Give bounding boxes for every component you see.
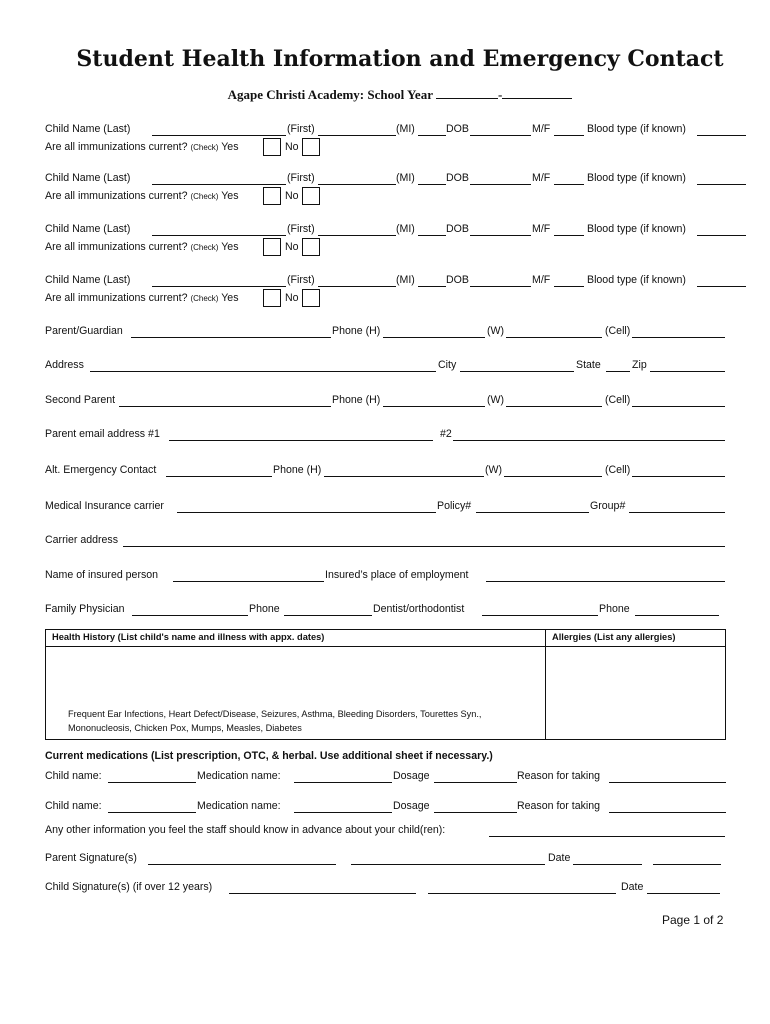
immunization-no-label-1: No — [285, 141, 299, 153]
immunization-line-2 — [45, 190, 239, 202]
child-blood-label-3: Blood type (if known) — [587, 223, 686, 235]
child-blood-field-4[interactable] — [697, 286, 746, 287]
child-name-label-3: Child Name (Last) — [45, 223, 131, 235]
child-last-name-field-4[interactable] — [152, 286, 286, 287]
alt-phone-cell-field[interactable] — [632, 476, 725, 477]
immunization-yes-checkbox-2[interactable] — [263, 187, 281, 205]
insurance-carrier-field[interactable] — [177, 512, 436, 513]
insured-employment-field[interactable] — [486, 581, 725, 582]
group-field[interactable] — [629, 512, 725, 513]
child-signature-field-2[interactable] — [428, 893, 616, 894]
second-phone-work-field[interactable] — [506, 406, 602, 407]
child-signature-label: Child Signature(s) (if over 12 years) — [45, 881, 213, 893]
state-field[interactable] — [606, 371, 630, 372]
child-mi-label-1: (MI) — [396, 123, 415, 135]
med-child-name-label-2: Child name: — [45, 800, 102, 812]
immunization-no-label-2: No — [285, 190, 299, 202]
second-phone-home-label: Phone (H) — [332, 394, 381, 406]
dentist-phone-label: Phone — [599, 603, 630, 615]
immunization-no-label-4: No — [285, 292, 299, 304]
parent-guardian-field[interactable] — [131, 337, 331, 338]
school-year-label: Agape Christi Academy: School Year — [227, 87, 436, 102]
med-name-label-1: Medication name: — [197, 770, 281, 782]
child-blood-label-1: Blood type (if known) — [587, 123, 686, 135]
child-name-label-4: Child Name (Last) — [45, 274, 131, 286]
medications-heading: Current medications (List prescription, OTC, & herbal. Use additional sheet if necessary.) — [45, 750, 493, 762]
med-reason-field-2[interactable] — [609, 812, 726, 813]
parent-signature-label: Parent Signature(s) — [45, 852, 137, 864]
immunization-no-checkbox-2[interactable] — [302, 187, 320, 205]
med-dosage-label-1: Dosage — [393, 770, 430, 782]
immunization-yes-label-2: Yes — [221, 190, 239, 202]
med-reason-field-1[interactable] — [609, 782, 726, 783]
child-mi-label-3: (MI) — [396, 223, 415, 235]
child-mi-label-2: (MI) — [396, 172, 415, 184]
insured-name-label: Name of insured person — [45, 569, 159, 581]
other-info-field[interactable] — [489, 836, 725, 837]
alt-phone-home-label: Phone (H) — [273, 464, 322, 476]
phone-work-field[interactable] — [506, 337, 602, 338]
child-blood-field-1[interactable] — [697, 135, 746, 136]
immunization-question-2: Are all immunizations current? — [45, 190, 188, 202]
med-name-field-1[interactable] — [294, 782, 392, 783]
address-label: Address — [45, 359, 84, 371]
child-mf-label-4: M/F — [532, 274, 551, 286]
insured-name-field[interactable] — [173, 581, 324, 582]
child-date-field[interactable] — [647, 893, 720, 894]
alt-phone-home-field[interactable] — [324, 476, 484, 477]
physician-field[interactable] — [132, 615, 248, 616]
address-field[interactable] — [90, 371, 436, 372]
city-field[interactable] — [460, 371, 574, 372]
child-dob-field-3[interactable] — [470, 235, 531, 236]
child-blood-label-4: Blood type (if known) — [587, 274, 686, 286]
phone-cell-field[interactable] — [632, 337, 725, 338]
alt-phone-work-field[interactable] — [504, 476, 602, 477]
child-mf-field-3[interactable] — [554, 235, 584, 236]
group-label: Group# — [590, 500, 626, 512]
parent-date-field-2[interactable] — [653, 864, 721, 865]
child-dob-label-2: DOB — [446, 172, 469, 184]
page-number: Page 1 of 2 — [662, 913, 724, 927]
second-phone-home-field[interactable] — [383, 406, 485, 407]
med-dosage-field-1[interactable] — [434, 782, 517, 783]
second-phone-work-label: (W) — [487, 394, 505, 406]
child-dob-field-2[interactable] — [470, 184, 531, 185]
med-child-name-label-1: Child name: — [45, 770, 102, 782]
immunization-check-hint-1: (Check) — [190, 143, 219, 152]
child-mi-field-2[interactable] — [418, 184, 446, 185]
form-title: Student Health Information and Emergency Contact — [76, 46, 724, 72]
immunization-line-4 — [45, 292, 239, 304]
immunization-check-hint-2: (Check) — [190, 192, 219, 201]
health-history-heading: Health History (List child's name and illness with appx. dates) — [52, 632, 325, 642]
city-label: City — [438, 359, 457, 371]
immunization-no-checkbox-4[interactable] — [302, 289, 320, 307]
child-mi-field-3[interactable] — [418, 235, 446, 236]
email2-field[interactable] — [453, 440, 725, 441]
dentist-phone-field[interactable] — [635, 615, 719, 616]
med-reason-label-1: Reason for taking — [517, 770, 601, 782]
immunization-no-checkbox-3[interactable] — [302, 238, 320, 256]
zip-label: Zip — [632, 359, 647, 371]
allergies-heading: Allergies (List any allergies) — [552, 632, 676, 642]
parent-signature-field-2[interactable] — [351, 864, 545, 865]
second-parent-label: Second Parent — [45, 394, 116, 406]
state-label: State — [576, 359, 601, 371]
immunization-question-4: Are all immunizations current? — [45, 292, 188, 304]
phone-home-field[interactable] — [383, 337, 485, 338]
conditions-list: Frequent Ear Infections, Heart Defect/Disease, Seizures, Asthma, Bleeding Disorders, Tourettes Syn., Mononucleosis, Chicken Pox, Mumps, Measles, Diabetes — [68, 709, 482, 733]
med-dosage-label-2: Dosage — [393, 800, 430, 812]
child-last-name-field-1[interactable] — [152, 135, 286, 136]
child-mi-field-1[interactable] — [418, 135, 446, 136]
child-mi-label-4: (MI) — [396, 274, 415, 286]
immunization-question-1: Are all immunizations current? — [45, 141, 188, 153]
physician-phone-field[interactable] — [284, 615, 372, 616]
child-first-label-3: (First) — [287, 223, 315, 235]
zip-field[interactable] — [650, 371, 725, 372]
email2-label: #2 — [440, 428, 452, 440]
health-history-table — [45, 629, 726, 740]
immunization-check-hint-3: (Check) — [190, 243, 219, 252]
immunization-yes-label-4: Yes — [221, 292, 239, 304]
child-mf-field-2[interactable] — [554, 184, 584, 185]
child-mi-field-4[interactable] — [418, 286, 446, 287]
policy-field[interactable] — [476, 512, 589, 513]
phone-cell-label: (Cell) — [605, 325, 631, 337]
med-child-name-field-1[interactable] — [108, 782, 196, 783]
table-divider — [545, 630, 546, 739]
child-first-label-2: (First) — [287, 172, 315, 184]
child-last-name-field-3[interactable] — [152, 235, 286, 236]
child-mf-label-2: M/F — [532, 172, 551, 184]
insurance-carrier-label: Medical Insurance carrier — [45, 500, 164, 512]
child-first-name-field-3[interactable] — [318, 235, 396, 236]
parent-guardian-label: Parent/Guardian — [45, 325, 123, 337]
immunization-line-3 — [45, 241, 239, 253]
child-blood-label-2: Blood type (if known) — [587, 172, 686, 184]
dentist-field[interactable] — [482, 615, 598, 616]
child-signature-field-1[interactable] — [229, 893, 416, 894]
immunization-no-checkbox-1[interactable] — [302, 138, 320, 156]
second-phone-cell-field[interactable] — [632, 406, 725, 407]
immunization-no-label-3: No — [285, 241, 299, 253]
child-dob-field-4[interactable] — [470, 286, 531, 287]
immunization-line-1 — [45, 141, 239, 153]
insured-employment-label: Insured’s place of employment — [325, 569, 469, 581]
dentist-label: Dentist/orthodontist — [373, 603, 465, 615]
child-first-name-field-1[interactable] — [318, 135, 396, 136]
child-mf-label-1: M/F — [532, 123, 551, 135]
med-name-field-2[interactable] — [294, 812, 392, 813]
second-phone-cell-label: (Cell) — [605, 394, 631, 406]
alt-phone-work-label: (W) — [485, 464, 503, 476]
child-last-name-field-2[interactable] — [152, 184, 286, 185]
med-name-label-2: Medication name: — [197, 800, 281, 812]
child-name-label-2: Child Name (Last) — [45, 172, 131, 184]
physician-label: Family Physician — [45, 603, 125, 615]
child-mf-field-1[interactable] — [554, 135, 584, 136]
alt-contact-field[interactable] — [166, 476, 272, 477]
immunization-question-3: Are all immunizations current? — [45, 241, 188, 253]
child-first-name-field-4[interactable] — [318, 286, 396, 287]
immunization-yes-label-3: Yes — [221, 241, 239, 253]
child-blood-field-2[interactable] — [697, 184, 746, 185]
child-dob-label-1: DOB — [446, 123, 469, 135]
immunization-check-hint-4: (Check) — [190, 294, 219, 303]
alt-contact-label: Alt. Emergency Contact — [45, 464, 157, 476]
med-dosage-field-2[interactable] — [434, 812, 517, 813]
child-mf-field-4[interactable] — [554, 286, 584, 287]
immunization-yes-checkbox-3[interactable] — [263, 238, 281, 256]
child-mf-label-3: M/F — [532, 223, 551, 235]
child-dob-label-3: DOB — [446, 223, 469, 235]
policy-label: Policy# — [437, 500, 472, 512]
email1-label: Parent email address #1 — [45, 428, 160, 440]
child-first-label-1: (First) — [287, 123, 315, 135]
immunization-yes-checkbox-4[interactable] — [263, 289, 281, 307]
med-reason-label-2: Reason for taking — [517, 800, 601, 812]
child-name-label-1: Child Name (Last) — [45, 123, 131, 135]
child-date-label: Date — [621, 881, 644, 893]
email1-field[interactable] — [169, 440, 433, 441]
immunization-yes-checkbox-1[interactable] — [263, 138, 281, 156]
child-dob-label-4: DOB — [446, 274, 469, 286]
physician-phone-label: Phone — [249, 603, 280, 615]
second-parent-field[interactable] — [119, 406, 331, 407]
parent-date-field[interactable] — [573, 864, 642, 865]
parent-date-label: Date — [548, 852, 571, 864]
other-info-label: Any other information you feel the staff should know in advance about your child(ren): — [45, 824, 446, 836]
child-blood-field-3[interactable] — [697, 235, 746, 236]
child-first-name-field-2[interactable] — [318, 184, 396, 185]
school-year-sep: - — [498, 87, 503, 102]
alt-phone-cell-label: (Cell) — [605, 464, 631, 476]
child-first-label-4: (First) — [287, 274, 315, 286]
med-child-name-field-2[interactable] — [108, 812, 196, 813]
immunization-yes-label-1: Yes — [221, 141, 239, 153]
phone-home-label: Phone (H) — [332, 325, 381, 337]
carrier-address-label: Carrier address — [45, 534, 119, 546]
child-dob-field-1[interactable] — [470, 135, 531, 136]
parent-signature-field-1[interactable] — [148, 864, 336, 865]
school-year-line — [0, 87, 770, 103]
carrier-address-field[interactable] — [123, 546, 725, 547]
phone-work-label: (W) — [487, 325, 505, 337]
